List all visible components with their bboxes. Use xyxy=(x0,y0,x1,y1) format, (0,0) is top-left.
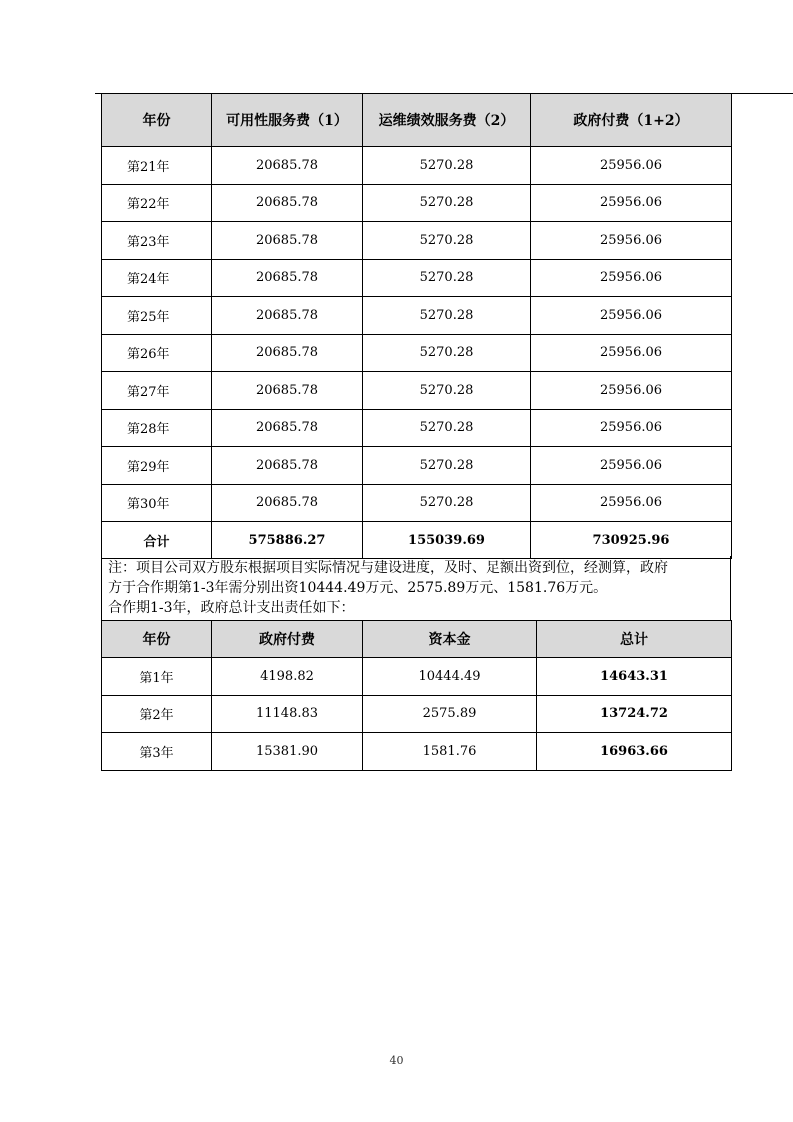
table-row xyxy=(102,695,732,733)
government-payment-cell: 25956.06 xyxy=(531,447,732,485)
government-payment-cell: 25956.06 xyxy=(531,372,732,410)
capital-cell: 2575.89 xyxy=(363,695,537,733)
government-payment-cell: 4198.82 xyxy=(212,658,363,696)
column-header-availability-fee: 可用性服务费（1） xyxy=(212,94,363,147)
capital-cell: 10444.49 xyxy=(363,658,537,696)
year-cell: 第25年 xyxy=(102,297,212,335)
note-line-1: 注：项目公司双方股东根据项目实际情况与建设进度，及时、足额出资到位，经测算，政府 xyxy=(108,560,668,576)
table-row xyxy=(102,372,732,410)
total-government-payment: 730925.96 xyxy=(531,522,732,559)
table-header-row xyxy=(102,621,732,658)
availability-fee-cell: 20685.78 xyxy=(212,484,363,522)
government-payment-cell: 25956.06 xyxy=(531,259,732,297)
column-header-government-payment: 政府付费 xyxy=(212,621,363,658)
table-header-row xyxy=(102,94,732,147)
operation-fee-cell: 5270.28 xyxy=(363,147,531,185)
year-cell: 第1年 xyxy=(102,658,212,696)
note-line-3: 合作期1-3年，政府总计支出责任如下： xyxy=(108,600,355,616)
government-payment-cell: 25956.06 xyxy=(531,334,732,372)
availability-fee-cell: 20685.78 xyxy=(212,447,363,485)
table-row xyxy=(102,147,732,185)
government-expenditure-table xyxy=(101,620,732,771)
year-cell: 第23年 xyxy=(102,222,212,260)
table-row xyxy=(102,297,732,335)
year-cell: 第2年 xyxy=(102,695,212,733)
operation-fee-cell: 5270.28 xyxy=(363,409,531,447)
availability-fee-cell: 20685.78 xyxy=(212,409,363,447)
column-header-capital: 资本金 xyxy=(363,621,537,658)
note-paragraph xyxy=(101,556,731,620)
total-cell: 13724.72 xyxy=(537,695,732,733)
operation-fee-cell: 5270.28 xyxy=(363,259,531,297)
year-cell: 第3年 xyxy=(102,733,212,771)
operation-fee-cell: 5270.28 xyxy=(363,447,531,485)
government-payment-cell: 25956.06 xyxy=(531,409,732,447)
government-payment-cell: 11148.83 xyxy=(212,695,363,733)
service-fee-table xyxy=(101,93,732,559)
total-cell: 14643.31 xyxy=(537,658,732,696)
operation-fee-cell: 5270.28 xyxy=(363,484,531,522)
availability-fee-cell: 20685.78 xyxy=(212,184,363,222)
total-row xyxy=(102,522,732,559)
availability-fee-cell: 20685.78 xyxy=(212,334,363,372)
column-header-year: 年份 xyxy=(102,94,212,147)
government-payment-cell: 25956.06 xyxy=(531,184,732,222)
government-payment-cell: 25956.06 xyxy=(531,147,732,185)
table-row xyxy=(102,447,732,485)
year-cell: 第22年 xyxy=(102,184,212,222)
year-cell: 第29年 xyxy=(102,447,212,485)
table-row xyxy=(102,184,732,222)
operation-fee-cell: 5270.28 xyxy=(363,372,531,410)
government-expenditure-table-block xyxy=(101,620,731,771)
column-header-operation-fee: 运维绩效服务费（2） xyxy=(363,94,531,147)
service-fee-table-block xyxy=(101,93,731,559)
table-row xyxy=(102,733,732,771)
table-row xyxy=(102,658,732,696)
total-operation-fee: 155039.69 xyxy=(363,522,531,559)
table-row xyxy=(102,259,732,297)
table-row xyxy=(102,334,732,372)
operation-fee-cell: 5270.28 xyxy=(363,184,531,222)
government-payment-cell: 15381.90 xyxy=(212,733,363,771)
capital-cell: 1581.76 xyxy=(363,733,537,771)
availability-fee-cell: 20685.78 xyxy=(212,222,363,260)
table-row xyxy=(102,484,732,522)
year-cell: 第28年 xyxy=(102,409,212,447)
availability-fee-cell: 20685.78 xyxy=(212,297,363,335)
total-cell: 16963.66 xyxy=(537,733,732,771)
operation-fee-cell: 5270.28 xyxy=(363,222,531,260)
operation-fee-cell: 5270.28 xyxy=(363,334,531,372)
government-payment-cell: 25956.06 xyxy=(531,222,732,260)
availability-fee-cell: 20685.78 xyxy=(212,372,363,410)
note-line-2: 方于合作期第1-3年需分别出资10444.49万元、2575.89万元、1581.76万元。 xyxy=(108,580,608,596)
table-row xyxy=(102,222,732,260)
government-payment-cell: 25956.06 xyxy=(531,484,732,522)
total-availability-fee: 575886.27 xyxy=(212,522,363,559)
page-number: 40 xyxy=(389,1054,404,1067)
column-header-total: 总计 xyxy=(537,621,732,658)
column-header-government-payment: 政府付费（1+2） xyxy=(531,94,732,147)
government-payment-cell: 25956.06 xyxy=(531,297,732,335)
table-row xyxy=(102,409,732,447)
operation-fee-cell: 5270.28 xyxy=(363,297,531,335)
year-cell: 第27年 xyxy=(102,372,212,410)
year-cell: 第30年 xyxy=(102,484,212,522)
year-cell: 第24年 xyxy=(102,259,212,297)
total-label: 合计 xyxy=(102,522,212,559)
availability-fee-cell: 20685.78 xyxy=(212,147,363,185)
year-cell: 第26年 xyxy=(102,334,212,372)
column-header-year: 年份 xyxy=(102,621,212,658)
year-cell: 第21年 xyxy=(102,147,212,185)
availability-fee-cell: 20685.78 xyxy=(212,259,363,297)
